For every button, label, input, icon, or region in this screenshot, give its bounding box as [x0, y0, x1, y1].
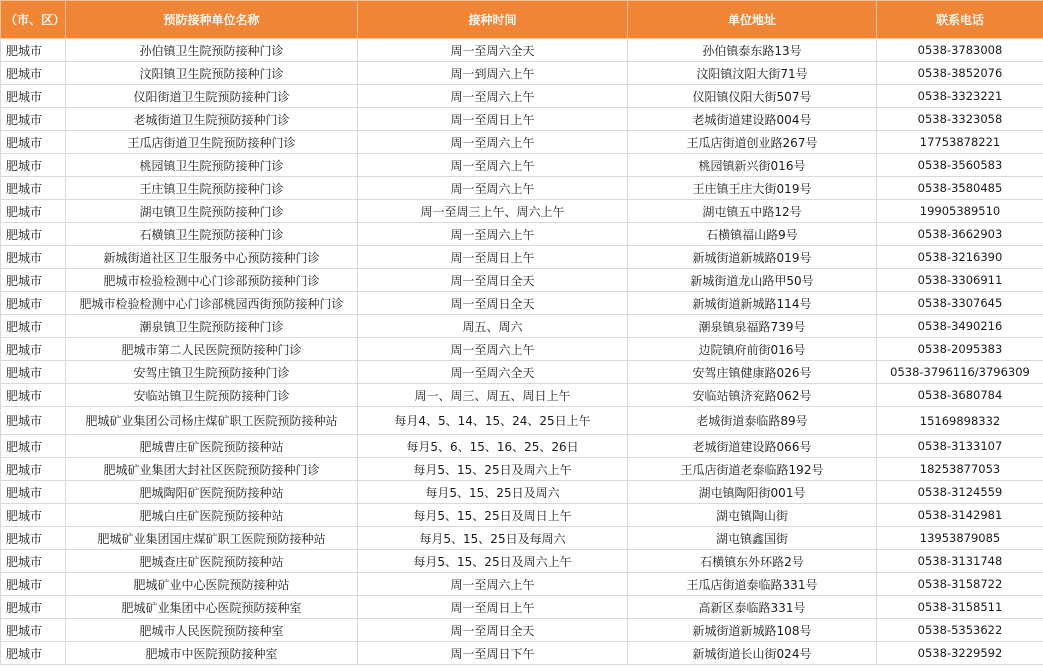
cell-phone: 0538-2095383	[877, 338, 1043, 361]
cell-address: 潮泉镇泉福路739号	[628, 315, 877, 338]
table-row	[1, 131, 1043, 154]
cell-vaccination-time: 周一至周日上午	[358, 596, 628, 619]
cell-unit-name: 王瓜店街道卫生院预防接种门诊	[66, 131, 358, 154]
table-row	[1, 223, 1043, 246]
cell-address: 湖屯镇陶阳街001号	[628, 481, 877, 504]
cell-address: 湖屯镇五中路12号	[628, 200, 877, 223]
table-row	[1, 619, 1043, 642]
cell-address: 桃园镇新兴街016号	[628, 154, 877, 177]
cell-unit-name: 老城街道卫生院预防接种门诊	[66, 108, 358, 131]
cell-unit-name: 肥城市人民医院预防接种室	[66, 619, 358, 642]
cell-vaccination-time: 每月5、15、25日及每周六	[358, 527, 628, 550]
cell-address: 孙伯镇泰东路13号	[628, 39, 877, 62]
cell-city: 肥城市	[1, 315, 66, 338]
cell-vaccination-time: 周一至周日上午	[358, 108, 628, 131]
table-row	[1, 642, 1043, 665]
cell-vaccination-time: 周一至周三上午、周六上午	[358, 200, 628, 223]
cell-address: 王瓜店街道创业路267号	[628, 131, 877, 154]
cell-address: 王庄镇王庄大街019号	[628, 177, 877, 200]
cell-vaccination-time: 周一至周六上午	[358, 154, 628, 177]
cell-address: 湖屯镇鑫国街	[628, 527, 877, 550]
table-row	[1, 39, 1043, 62]
table-row	[1, 269, 1043, 292]
cell-city: 肥城市	[1, 642, 66, 665]
cell-phone: 0538-3131748	[877, 550, 1043, 573]
header-address: 单位地址	[628, 1, 877, 39]
cell-address: 仪阳镇仪阳大街507号	[628, 85, 877, 108]
table-row	[1, 550, 1043, 573]
cell-vaccination-time: 周一至周六上午	[358, 177, 628, 200]
cell-city: 肥城市	[1, 223, 66, 246]
cell-vaccination-time: 每月5、6、15、16、25、26日	[358, 435, 628, 458]
table-row	[1, 596, 1043, 619]
cell-unit-name: 安驾庄镇卫生院预防接种门诊	[66, 361, 358, 384]
cell-address: 边院镇府前街016号	[628, 338, 877, 361]
table-row	[1, 315, 1043, 338]
cell-unit-name: 肥城查庄矿医院预防接种站	[66, 550, 358, 573]
header-vaccination-time: 接种时间	[358, 1, 628, 39]
table-row	[1, 527, 1043, 550]
table-row	[1, 361, 1043, 384]
cell-city: 肥城市	[1, 504, 66, 527]
cell-city: 肥城市	[1, 550, 66, 573]
cell-city: 肥城市	[1, 131, 66, 154]
cell-address: 新城街道新城路114号	[628, 292, 877, 315]
cell-city: 肥城市	[1, 338, 66, 361]
table-row	[1, 504, 1043, 527]
cell-phone: 15169898332	[877, 407, 1043, 435]
cell-city: 肥城市	[1, 361, 66, 384]
cell-address: 王瓜店街道老泰临路192号	[628, 458, 877, 481]
cell-unit-name: 安临站镇卫生院预防接种门诊	[66, 384, 358, 407]
cell-address: 石横镇福山路9号	[628, 223, 877, 246]
table-row	[1, 154, 1043, 177]
cell-address: 汶阳镇汶阳大街71号	[628, 62, 877, 85]
cell-city: 肥城市	[1, 85, 66, 108]
table-row	[1, 200, 1043, 223]
cell-vaccination-time: 周一至周日全天	[358, 292, 628, 315]
cell-unit-name: 肥城白庄矿医院预防接种站	[66, 504, 358, 527]
table-row	[1, 338, 1043, 361]
cell-phone: 0538-3307645	[877, 292, 1043, 315]
cell-address: 老城街道泰临路89号	[628, 407, 877, 435]
cell-city: 肥城市	[1, 596, 66, 619]
table-row	[1, 62, 1043, 85]
cell-address: 王瓜店街道泰临路331号	[628, 573, 877, 596]
cell-vaccination-time: 每月5、15、25日及周日上午	[358, 504, 628, 527]
cell-vaccination-time: 周一至周六上午	[358, 223, 628, 246]
cell-address: 老城街道建设路004号	[628, 108, 877, 131]
cell-phone: 0538-3580485	[877, 177, 1043, 200]
cell-phone: 0538-3852076	[877, 62, 1043, 85]
cell-phone: 0538-3133107	[877, 435, 1043, 458]
cell-unit-name: 桃园镇卫生院预防接种门诊	[66, 154, 358, 177]
cell-unit-name: 肥城市检验检测中心门诊部桃园西街预防接种门诊	[66, 292, 358, 315]
table-row	[1, 246, 1043, 269]
cell-phone: 0538-3229592	[877, 642, 1043, 665]
cell-vaccination-time: 周五、周六	[358, 315, 628, 338]
table-row	[1, 384, 1043, 407]
table-row	[1, 108, 1043, 131]
cell-vaccination-time: 周一至周六上午	[358, 131, 628, 154]
cell-address: 新城街道长山街024号	[628, 642, 877, 665]
cell-unit-name: 潮泉镇卫生院预防接种门诊	[66, 315, 358, 338]
cell-vaccination-time: 每月5、15、25日及周六上午	[358, 458, 628, 481]
cell-phone: 0538-3662903	[877, 223, 1043, 246]
header-city: （市、区）	[1, 1, 66, 39]
cell-unit-name: 肥城陶阳矿医院预防接种站	[66, 481, 358, 504]
cell-vaccination-time: 周一至周日下午	[358, 642, 628, 665]
cell-city: 肥城市	[1, 458, 66, 481]
cell-unit-name: 湖屯镇卫生院预防接种门诊	[66, 200, 358, 223]
cell-unit-name: 肥城市第二人民医院预防接种门诊	[66, 338, 358, 361]
cell-phone: 0538-5353622	[877, 619, 1043, 642]
cell-phone: 0538-3306911	[877, 269, 1043, 292]
cell-vaccination-time: 周一至周六上午	[358, 573, 628, 596]
cell-address: 老城街道建设路066号	[628, 435, 877, 458]
cell-vaccination-time: 周一至周日全天	[358, 619, 628, 642]
cell-address: 安临站镇济兖路062号	[628, 384, 877, 407]
table-header-row	[1, 1, 1043, 39]
cell-vaccination-time: 周一到周六上午	[358, 62, 628, 85]
cell-unit-name: 肥城市中医院预防接种室	[66, 642, 358, 665]
cell-vaccination-time: 周一至周六全天	[358, 39, 628, 62]
cell-unit-name: 仪阳街道卫生院预防接种门诊	[66, 85, 358, 108]
cell-phone: 19905389510	[877, 200, 1043, 223]
cell-phone: 0538-3680784	[877, 384, 1043, 407]
cell-city: 肥城市	[1, 481, 66, 504]
table-body	[1, 39, 1043, 665]
cell-address: 安驾庄镇健康路026号	[628, 361, 877, 384]
cell-unit-name: 汶阳镇卫生院预防接种门诊	[66, 62, 358, 85]
cell-city: 肥城市	[1, 269, 66, 292]
cell-unit-name: 孙伯镇卫生院预防接种门诊	[66, 39, 358, 62]
cell-city: 肥城市	[1, 200, 66, 223]
cell-phone: 0538-3323221	[877, 85, 1043, 108]
cell-phone: 0538-3796116/3796309	[877, 361, 1043, 384]
cell-unit-name: 王庄镇卫生院预防接种门诊	[66, 177, 358, 200]
cell-vaccination-time: 周一至周日全天	[358, 269, 628, 292]
cell-phone: 0538-3158722	[877, 573, 1043, 596]
cell-phone: 0538-3216390	[877, 246, 1043, 269]
cell-city: 肥城市	[1, 435, 66, 458]
cell-phone: 13953879085	[877, 527, 1043, 550]
cell-address: 新城街道新城路108号	[628, 619, 877, 642]
cell-phone: 18253877053	[877, 458, 1043, 481]
cell-city: 肥城市	[1, 62, 66, 85]
table-row	[1, 85, 1043, 108]
cell-phone: 0538-3124559	[877, 481, 1043, 504]
header-phone: 联系电话	[877, 1, 1043, 39]
cell-address: 新城街道新城路019号	[628, 246, 877, 269]
cell-vaccination-time: 每月5、15、25日及周六	[358, 481, 628, 504]
table-row	[1, 292, 1043, 315]
cell-unit-name: 肥城矿业中心医院预防接种站	[66, 573, 358, 596]
cell-city: 肥城市	[1, 384, 66, 407]
table-row	[1, 177, 1043, 200]
cell-address: 湖屯镇陶山街	[628, 504, 877, 527]
cell-city: 肥城市	[1, 573, 66, 596]
cell-phone: 0538-3560583	[877, 154, 1043, 177]
table-row	[1, 435, 1043, 458]
cell-phone: 0538-3323058	[877, 108, 1043, 131]
cell-vaccination-time: 周一至周六上午	[358, 85, 628, 108]
cell-phone: 0538-3490216	[877, 315, 1043, 338]
cell-city: 肥城市	[1, 154, 66, 177]
cell-phone: 0538-3142981	[877, 504, 1043, 527]
cell-address: 石横镇东外环路2号	[628, 550, 877, 573]
table-row	[1, 573, 1043, 596]
cell-vaccination-time: 周一至周六全天	[358, 361, 628, 384]
cell-phone: 0538-3158511	[877, 596, 1043, 619]
table-row	[1, 481, 1043, 504]
cell-address: 高新区泰临路331号	[628, 596, 877, 619]
cell-unit-name: 新城街道社区卫生服务中心预防接种门诊	[66, 246, 358, 269]
cell-city: 肥城市	[1, 108, 66, 131]
header-unit-name: 预防接种单位名称	[66, 1, 358, 39]
cell-unit-name: 肥城矿业集团中心医院预防接种室	[66, 596, 358, 619]
cell-unit-name: 肥城曹庄矿医院预防接种站	[66, 435, 358, 458]
cell-vaccination-time: 每月4、5、14、15、24、25日上午	[358, 407, 628, 435]
cell-phone: 0538-3783008	[877, 39, 1043, 62]
cell-city: 肥城市	[1, 292, 66, 315]
cell-vaccination-time: 周一、周三、周五、周日上午	[358, 384, 628, 407]
table-row	[1, 458, 1043, 481]
cell-unit-name: 肥城矿业集团大封社区医院预防接种门诊	[66, 458, 358, 481]
cell-address: 新城街道龙山路甲50号	[628, 269, 877, 292]
cell-city: 肥城市	[1, 177, 66, 200]
cell-unit-name: 肥城矿业集团国庄煤矿职工医院预防接种站	[66, 527, 358, 550]
cell-unit-name: 石横镇卫生院预防接种门诊	[66, 223, 358, 246]
cell-city: 肥城市	[1, 407, 66, 435]
table-row	[1, 407, 1043, 435]
cell-city: 肥城市	[1, 619, 66, 642]
cell-vaccination-time: 周一至周日上午	[358, 246, 628, 269]
cell-vaccination-time: 周一至周六上午	[358, 338, 628, 361]
cell-unit-name: 肥城市检验检测中心门诊部预防接种门诊	[66, 269, 358, 292]
cell-city: 肥城市	[1, 39, 66, 62]
cell-unit-name: 肥城矿业集团公司杨庄煤矿职工医院预防接种站	[66, 407, 358, 435]
cell-phone: 17753878221	[877, 131, 1043, 154]
cell-city: 肥城市	[1, 527, 66, 550]
cell-city: 肥城市	[1, 246, 66, 269]
cell-vaccination-time: 每月5、15、25日及周六上午	[358, 550, 628, 573]
